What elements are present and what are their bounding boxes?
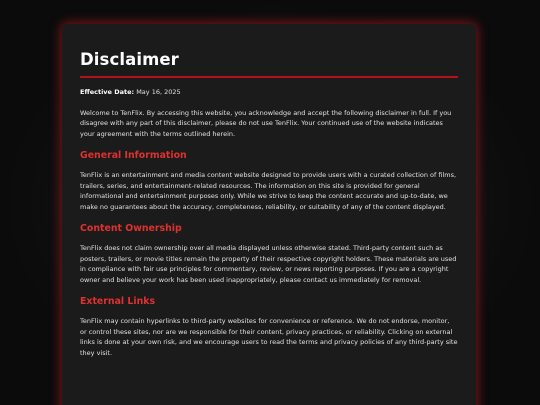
page-title: Disclaimer [80,50,179,69]
section-body-general-information: TenFlix is an entertainment and media content website designed to provide users with a curated collection of films, trailers, series, and entertainment-related resources. The information on this site is provided for general informational and entertainment purposes only. While we strive to keep the content accurate and up-to-date, we make no guarantees about the accuracy, completeness, reliability, or suitability of any of the content displayed. [80,171,457,211]
section-body-external-links: TenFlix may contain hyperlinks to third-party websites for convenience or reference. We do not endorse, monitor, or control these sites, nor are we responsible for their content, privacy practices, or reliability. Clicking on external links is done at your own risk, and we encourage users to read the terms and privacy policies of any third-party site they visit. [80,317,458,357]
section-heading-external-links: External Links [80,296,156,307]
disclaimer-card [62,24,476,405]
effective-date-value: May 16, 2025 [136,88,181,96]
title-divider [80,76,458,78]
section-body-content-ownership: TenFlix does not claim ownership over all media displayed unless otherwise stated. Third-party content such as posters, trailers, or movie titles remain the property of their respective copyright holders. These materials are used in compliance with fair use principles for commentary, review, or news reporting purposes. If you are a copyright owner and believe your work has been used inappropriately, please contact us immediately for removal. [80,244,457,284]
intro-paragraph: Welcome to TenFlix. By accessing this website, you acknowledge and accept the following disclaimer in full. If you disagree with any part of this disclaimer, please do not use TenFlix. Your continued use of the website indicates your agreement with the terms outlined herein. [80,108,452,138]
effective-date-label: Effective Date: [80,88,135,96]
effective-date [80,87,458,98]
section-heading-content-ownership: Content Ownership [80,223,182,234]
section-heading-general-information: General Information [80,150,187,161]
